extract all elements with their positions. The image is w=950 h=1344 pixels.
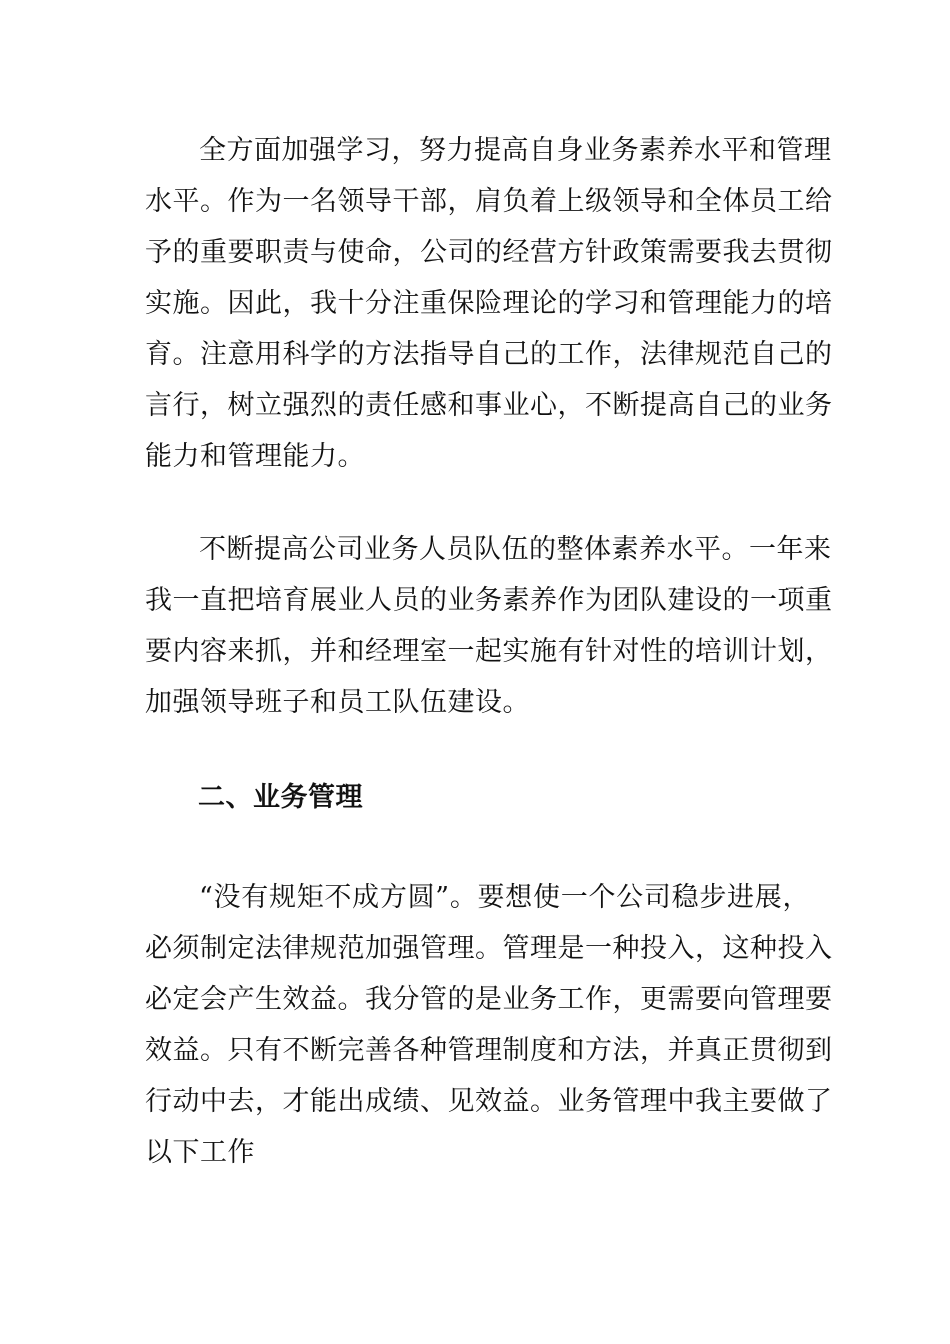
paragraph-study	[145, 125, 833, 482]
paragraph-line: 言行，树立强烈的责任感和事业心，不断提高自己的业务	[145, 390, 833, 421]
paragraph-line: 育。注意用科学的方法指导自己的工作，法律规范自己的	[145, 339, 833, 370]
paragraph-line: 加强领导班子和员工队伍建设。	[145, 687, 530, 718]
paragraph-line: 效益。只有不断完善各种管理制度和方法，并真正贯彻到	[145, 1035, 833, 1066]
paragraph-line: 予的重要职责与使命，公司的经营方针政策需要我去贯彻	[145, 237, 833, 268]
paragraph-line: 水平。作为一名领导干部，肩负着上级领导和全体员工给	[145, 186, 833, 217]
paragraph-line: 要内容来抓，并和经理室一起实施有针对性的培训计划，	[145, 636, 833, 667]
paragraph-team-quality	[145, 524, 833, 728]
paragraph-line: 不断提高公司业务人员队伍的整体素养水平。一年来	[199, 534, 832, 565]
paragraph-line: 以下工作	[145, 1137, 255, 1168]
paragraph-line: 必须制定法律规范加强管理。管理是一种投入，这种投入	[145, 933, 833, 964]
section-heading: 二、业务管理	[198, 782, 363, 813]
paragraph-line: 能力和管理能力。	[145, 441, 365, 472]
paragraph-business-management	[145, 872, 833, 1178]
paragraph-line: 我一直把培育展业人员的业务素养作为团队建设的一项重	[145, 585, 833, 616]
paragraph-line: 行动中去，才能出成绩、见效益。业务管理中我主要做了	[145, 1086, 833, 1117]
paragraph-line: 全方面加强学习，努力提高自身业务素养水平和管理	[199, 135, 832, 166]
paragraph-line: “没有规矩不成方圆”。要想使一个公司稳步进展，	[199, 882, 810, 913]
paragraph-line: 必定会产生效益。我分管的是业务工作，更需要向管理要	[145, 984, 833, 1015]
paragraph-line: 实施。因此，我十分注重保险理论的学习和管理能力的培	[145, 288, 833, 319]
